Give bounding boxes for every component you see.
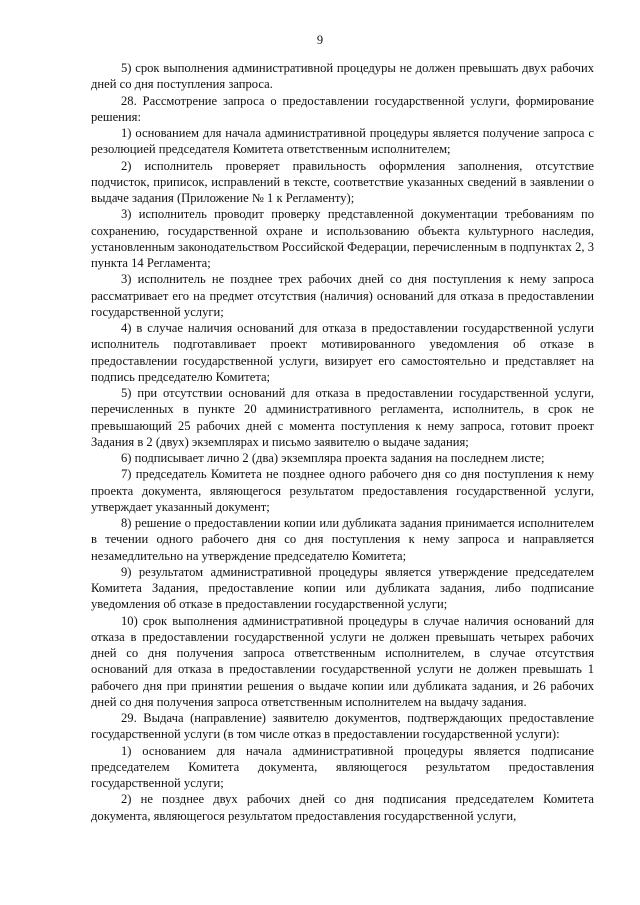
paragraph-28-item-8: 8) решение о предоставлении копии или дубликата задания принимается исполнителем в течении одного рабочего дня со дня поступления к нему запроса и направляется незамедлительно на утверждение председателю Комитета; — [91, 516, 594, 563]
paragraph-28-item-7: 7) председатель Комитета не позднее одного рабочего дня со дня поступления к нему проекта документа, являющегося результатом предоставления государственной услуги, утверждает указанный документ; — [91, 467, 594, 514]
paragraph-5-deadline: 5) срок выполнения административной процедуры не должен превышать двух рабочих дней со дня поступления запроса. — [91, 61, 594, 92]
paragraph-28-item-4: 4) в случае наличия оснований для отказа в предоставлении государственной услуги исполнитель подготавливает проект мотивированного уведомления об отказе в предоставлении государственной услуги, визирует его самостоятельно и представляет на подпись председателю Комитета; — [91, 321, 594, 384]
paragraph-28-item-9: 9) результатом административной процедуры является утверждение председателем Комитета Задания, предоставление копии или дубликата задания, либо подписание уведомления об отказе в предоставлении государственной услуги; — [91, 564, 594, 612]
paragraph-29-heading: 29. Выдача (направление) заявителю документов, подтверждающих предоставление государственной услуги (в том числе отказ в предоставлении государственной услуги): — [91, 711, 594, 742]
paragraph-29-item-2: 2) не позднее двух рабочих дней со дня подписания председателем Комитета документа, являющегося результатом предоставления государственной услуги, — [91, 792, 594, 823]
paragraph-28-heading: 28. Рассмотрение запроса о предоставлении государственной услуги, формирование решения: — [91, 93, 594, 124]
paragraph-28-item-5: 5) при отсутствии оснований для отказа в предоставлении государственной услуги, перечисленных в пункте 20 административного регламента, исполнитель, в срок не превышающий 25 рабочих дней с момента поступления к нему запроса, готовит проект Задания в 2 (двух) экземплярах и письмо заявителю о выдаче задания; — [91, 386, 594, 449]
paragraph-28-item-3b: 3) исполнитель не позднее трех рабочих дней со дня поступления к нему запроса рассматривает его на предмет отсутствия (наличия) оснований для отказа в предоставлении государственной услуги; — [91, 272, 594, 319]
paragraph-28-item-10: 10) срок выполнения административной процедуры в случае наличия оснований для отказа в предоставлении государственной услуги не должен превышать четырех рабочих дней со дня получения запроса ответственным исполнителем, в случае отсутствия оснований для отказа в предоставлении государственной услуги не должен превышать 1 рабочего дня при принятии решения о выдаче копии или дубликата задания, и 26 рабочих дней со дня получения запроса ответственным исполнителем на выдачу задания. — [91, 613, 594, 709]
paragraph-28-item-2: 2) исполнитель проверяет правильность оформления заполнения, отсутствие подчисток, приписок, исправлений в тексте, соответствие указанных сведений в заявлении о выдаче задания (Приложение № 1 к Регламенту); — [91, 158, 594, 205]
page-number: 9 — [316, 33, 324, 47]
document-body — [91, 60, 594, 824]
paragraph-29-item-1: 1) основанием для начала административной процедуры является подписание председателем Комитета документа, являющегося результатом предоставления государственной услуги; — [91, 743, 594, 790]
paragraph-28-item-6: 6) подписывает лично 2 (два) экземпляра проекта задания на последнем листе; — [121, 451, 545, 465]
paragraph-28-item-3a: 3) исполнитель проводит проверку представленной документации требованиям по сохранению, государственной охране и использованию объекта культурного наследия, установленным законодательством Российской Федерации, перечисленным в подпунктах 2, 3 пункта 14 Регламента; — [91, 207, 594, 270]
paragraph-28-item-1: 1) основанием для начала административной процедуры является получение запроса с резолюцией председателя Комитета ответственным исполнителем; — [91, 126, 594, 157]
